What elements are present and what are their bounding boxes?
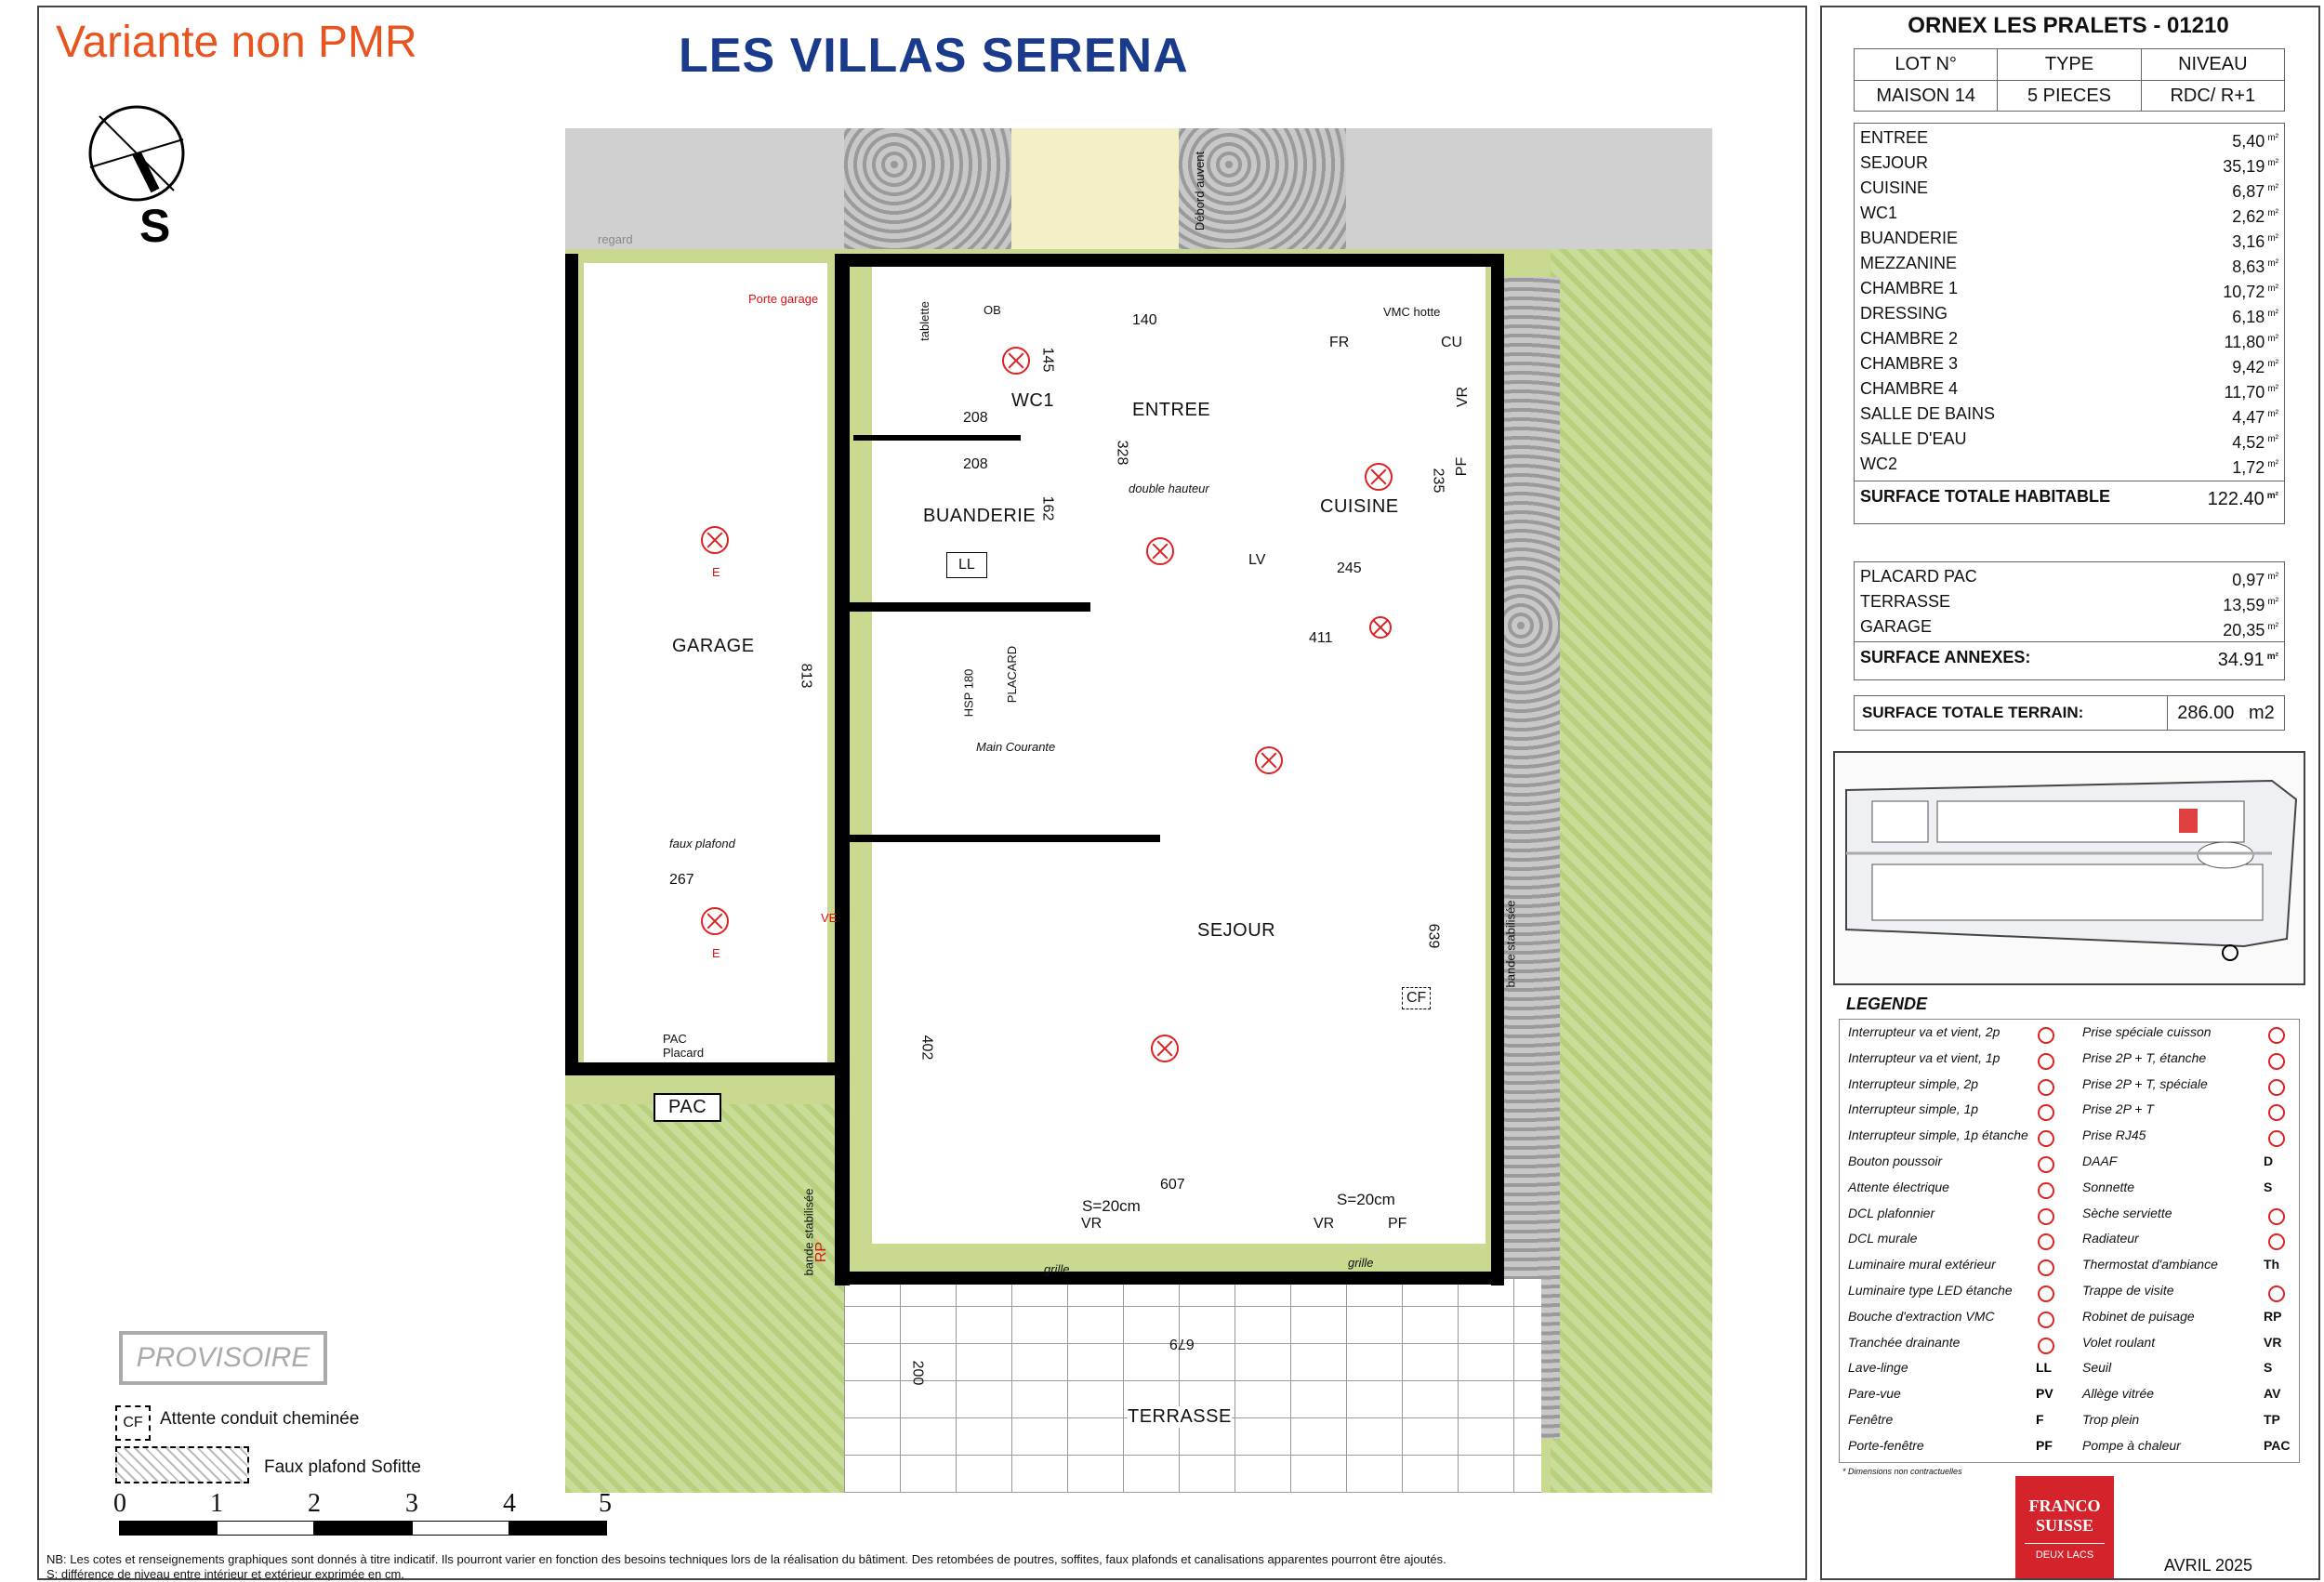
dim-813: 813 [798, 663, 814, 689]
label-hsp: HSP 180 [961, 668, 976, 718]
room-area-row: SEJOUR 35,19 $^{m^2}$ [1855, 151, 2284, 176]
legend-symbol-icon [2038, 1312, 2054, 1328]
dim-402: 402 [918, 1035, 935, 1061]
room-entree: ENTREE [1132, 400, 1211, 420]
room-name: SEJOUR [1860, 153, 1929, 172]
label-grille-1: grille [1044, 1262, 1070, 1276]
scale-label-0: 0 [113, 1489, 126, 1518]
legend-symbol: F [2036, 1412, 2044, 1427]
label-ll: LL [946, 552, 987, 578]
label-vr-3: VR [1455, 386, 1472, 408]
legend-item: Bouton poussoir [1848, 1154, 1943, 1168]
label-ve: VE [821, 911, 838, 925]
room-garage: GARAGE [672, 636, 755, 656]
label-vmc-hotte: VMC hotte [1383, 305, 1441, 319]
legend-item: Luminaire type LED étanche [1848, 1283, 2013, 1298]
dim-679: 679 [1169, 1336, 1195, 1351]
annex-area: 20,35 [2223, 621, 2265, 639]
dim-200: 200 [909, 1360, 926, 1386]
dim-162: 162 [1039, 495, 1056, 521]
label-bande-stabilisee-2: bande stabilisée [801, 1188, 816, 1276]
total-habitable-label: SURFACE TOTALE HABITABLE [1860, 487, 2110, 506]
site-plan-icon [1835, 753, 2300, 980]
legend-symbol: LL [2036, 1360, 2053, 1376]
legend-symbol: Th [2264, 1257, 2280, 1272]
legend-symbol-icon [2038, 1079, 2054, 1096]
label-pf-2: PF [1454, 456, 1471, 477]
legend-symbol: PAC [2264, 1437, 2291, 1453]
room-area-row: CHAMBRE 1 10,72 $^{m^2}$ [1855, 276, 2284, 301]
legend-item: Interrupteur simple, 1p étanche [1848, 1127, 2028, 1143]
scale-label-3: 3 [405, 1489, 418, 1518]
dim-267: 267 [669, 872, 694, 888]
variant-label: Variante non PMR [56, 18, 417, 67]
label-main-courante: Main Courante [976, 740, 1056, 754]
label-grille-2: grille [1348, 1256, 1374, 1270]
annex-name: TERRASSE [1860, 592, 1951, 611]
room-name: MEZZANINE [1860, 254, 1958, 272]
room-terrasse: TERRASSE [1128, 1406, 1232, 1427]
attente-legend-label: Attente conduit cheminée [160, 1409, 360, 1429]
room-name: SALLE DE BAINS [1860, 404, 1996, 423]
room-sejour: SEJOUR [1197, 920, 1276, 941]
room-area-row: DRESSING 6,18 $^{m^2}$ [1855, 301, 2284, 326]
label-lv: LV [1248, 552, 1266, 568]
legend-item: DCL murale [1848, 1231, 1918, 1246]
legend-item: Allège vitrée [2082, 1386, 2155, 1402]
legend-item: Prise 2P + T, étanche [2082, 1049, 2207, 1065]
legend-symbol-icon [2038, 1156, 2054, 1173]
scale-label-4: 4 [503, 1489, 516, 1518]
legend-symbol-icon [2038, 1182, 2054, 1199]
room-area: 8,63 [2232, 257, 2265, 276]
label-placard: PLACARD [1005, 645, 1020, 704]
room-cuisine: CUISINE [1320, 496, 1399, 517]
label-vr-1: VR [1081, 1216, 1103, 1232]
room-area: 4,52 [2232, 433, 2265, 452]
site-map [1833, 751, 2305, 985]
label-ob: OB [984, 303, 1001, 317]
note-s: S: différence de niveau entre intérieur et extérieur exprimée en cm. [46, 1567, 404, 1581]
faux-plafond-legend-label: Faux plafond Sofitte [264, 1457, 421, 1477]
room-name: CHAMBRE 4 [1860, 379, 1959, 398]
lot-value: MAISON 14 [1855, 81, 1998, 112]
legend-symbol: S [2264, 1360, 2273, 1376]
legend-symbol-icon [2038, 1053, 2054, 1070]
legend-symbol-icon [2038, 1338, 2054, 1354]
legend-symbol: AV [2264, 1386, 2281, 1402]
type-value: 5 PIECES [1998, 81, 2141, 112]
room-area-row: BUANDERIE 3,16 $^{m^2}$ [1855, 226, 2284, 251]
label-tablette: tablette [917, 301, 931, 341]
room-name: DRESSING [1860, 304, 1948, 323]
label-pf-1: PF [1388, 1216, 1407, 1232]
legend-item: Sonnette [2082, 1179, 2135, 1194]
room-name: CUISINE [1860, 178, 1929, 197]
room-buanderie: BUANDERIE [923, 506, 1037, 526]
room-area: 9,42 [2232, 358, 2265, 376]
annex-area-row: TERRASSE 13,59 $^{m^2}$ [1855, 589, 2284, 614]
dim-411: 411 [1309, 630, 1333, 646]
terrain-label: SURFACE TOTALE TERRAIN: [1855, 696, 2168, 730]
legend-title: LEGENDE [1846, 995, 1928, 1013]
legend-symbol-icon [2038, 1027, 2054, 1044]
room-area: 10,72 [2223, 283, 2265, 301]
label-vr-2: VR [1314, 1216, 1335, 1232]
legend-item: Trappe de visite [2082, 1283, 2174, 1298]
room-area: 5,40 [2232, 132, 2265, 151]
legend-symbol: VR [2264, 1334, 2282, 1350]
location-title: ORNEX LES PRALETS - 01210 [1908, 13, 2229, 38]
room-area: 4,47 [2232, 408, 2265, 427]
legend-item: Interrupteur va et vient, 1p [1848, 1049, 2000, 1065]
dim-145: 145 [1039, 347, 1056, 373]
terrain-unit: m2 [2248, 703, 2275, 723]
cf-legend-box: CF [115, 1405, 151, 1441]
legend-item: Robinet de puisage [2082, 1308, 2195, 1324]
lot-table [1854, 48, 2285, 112]
room-pac: PAC [654, 1093, 721, 1122]
date-label: AVRIL 2025 [2164, 1556, 2253, 1575]
legend-item: Trop plein [2082, 1412, 2140, 1427]
room-area: 1,72 [2232, 458, 2265, 477]
room-name: WC2 [1860, 455, 1897, 473]
legend-item: Attente électrique [1848, 1179, 1949, 1194]
legend-item: DCL plafonnier [1848, 1205, 1935, 1220]
lot-header: LOT N° [1855, 49, 1998, 80]
room-area-row: SALLE D'EAU 4,52 $^{m^2}$ [1855, 427, 2284, 452]
label-e-1: E [712, 565, 720, 579]
scale-label-1: 1 [210, 1489, 223, 1518]
note-nb: NB: Les cotes et renseignements graphiques sont donnés à titre indicatif. Ils pourront varier en fonction des besoins techniques lors de la réalisation du bâtiment. Des retombées de poutres, soffites, faux plafonds et canalisations apparentes pourront être ajoutés. [46, 1552, 1446, 1566]
label-faux-plafond: faux plafond [669, 837, 735, 850]
annexes-table: PLACARD PAC 0,97 $^{m^2}$ TERRASSE 13,59 $^{m^2}$ GARAGE 20,35 $^{m^2}$ SURFACE ANNEXES: 34.91 $^{m^2}$ [1854, 561, 2285, 680]
legend-item: Interrupteur simple, 2p [1848, 1075, 1979, 1091]
type-header: TYPE [1998, 49, 2141, 80]
legend-item: Interrupteur va et vient, 2p [1848, 1024, 2000, 1039]
legend-symbol: RP [2264, 1308, 2282, 1324]
label-rp: RP [813, 1241, 830, 1263]
annex-area-row: PLACARD PAC 0,97 $^{m^2}$ [1855, 564, 2284, 589]
scale-label-2: 2 [308, 1489, 321, 1518]
room-area-row: ENTREE 5,40 $^{m^2}$ [1855, 125, 2284, 151]
room-area: 2,62 [2232, 207, 2265, 226]
label-regard: regard [598, 232, 633, 246]
franco-suisse-logo: FRANCO SUISSE DEUX LACS [2015, 1476, 2114, 1578]
legend-item: Lave-linge [1848, 1360, 1908, 1376]
annex-name: GARAGE [1860, 617, 1933, 636]
room-name: CHAMBRE 2 [1860, 329, 1959, 348]
room-area: 11,80 [2224, 333, 2265, 351]
room-name: CHAMBRE 1 [1860, 279, 1959, 297]
scale-label-5: 5 [599, 1489, 612, 1518]
label-porte-garage: Porte garage [748, 292, 819, 306]
room-name: CHAMBRE 3 [1860, 354, 1959, 373]
legend-item: Porte-fenêtre [1848, 1437, 1924, 1453]
legend-item: Tranchée drainante [1848, 1334, 1961, 1350]
legend-item: Volet roulant [2082, 1334, 2156, 1350]
total-annexes-value: 34.91 [2217, 650, 2265, 670]
legend-symbol-icon [2268, 1053, 2285, 1070]
legend-item: Sèche serviette [2082, 1205, 2172, 1220]
legend-symbol: PV [2036, 1386, 2053, 1402]
room-area-row: CUISINE 6,87 $^{m^2}$ [1855, 176, 2284, 201]
legend-symbol-icon [2038, 1208, 2054, 1225]
dim-208b: 208 [963, 456, 988, 472]
legend-symbol-icon [2268, 1208, 2285, 1225]
room-area: 3,16 [2232, 232, 2265, 251]
legend-item: Pompe à chaleur [2082, 1437, 2181, 1453]
dim-235: 235 [1430, 468, 1446, 494]
room-area: 35,19 [2223, 157, 2265, 176]
legend-item: Seuil [2082, 1360, 2112, 1376]
legend-item: Pare-vue [1848, 1386, 1901, 1402]
room-area-row: CHAMBRE 4 11,70 $^{m^2}$ [1855, 376, 2284, 402]
legend-item: Prise RJ45 [2082, 1127, 2146, 1143]
legend-symbol: S [2264, 1179, 2273, 1194]
room-name: WC1 [1860, 204, 1897, 222]
legend-item: Interrupteur simple, 1p [1848, 1101, 1979, 1117]
legend-symbol: TP [2264, 1412, 2280, 1427]
niveau-header: NIVEAU [2178, 54, 2248, 74]
label-fr: FR [1329, 335, 1350, 350]
room-areas-table: ENTREE 5,40 $^{m^2}$ SEJOUR 35,19 $^{m^2}$ CUISINE 6,87 $^{m^2}$ WC1 2,62 $^{m^2}$ BUANDERIE 3,16 $^{m^2}$ MEZZANINE 8,63 $^{m^2}$ CHAMBRE 1 10,72 $^{m^2}$ DRESSING 6,18 $^{m^2}$ CHAMBRE 2 11,80 $^{m^2}$ CHAMBRE 3 9,42 $^{m^2}$ CHAMBRE 4 11,70 $^{m^2}$ SALLE DE BAINS 4,47 $^{m^2}$ SALLE D'EAU 4,52 $^{m^2}$ WC2 1,72 $^{m^2}$ SURFACE TOTALE HABITABLE 122.40 $^{m^2}$ [1854, 123, 2285, 524]
legend-item: Bouche d'extraction VMC [1848, 1308, 1995, 1324]
annex-area-row: GARAGE 20,35 $^{m^2}$ [1855, 614, 2284, 639]
dim-607: 607 [1160, 1177, 1185, 1193]
legend-item: Thermostat d'ambiance [2082, 1257, 2218, 1272]
legend-item: Fenêtre [1848, 1412, 1894, 1427]
drawing-frame [37, 6, 1807, 1580]
room-area-row: CHAMBRE 3 9,42 $^{m^2}$ [1855, 351, 2284, 376]
legend-symbol: PF [2036, 1437, 2053, 1453]
label-s20-2: S=20cm [1337, 1191, 1395, 1208]
legend-symbol-icon [2038, 1285, 2054, 1302]
label-bande-stabilisee-1: bande stabilisée [1503, 900, 1518, 988]
legend-symbol-icon [2268, 1027, 2285, 1044]
dim-245: 245 [1337, 560, 1362, 576]
label-cf: CF [1402, 987, 1431, 1009]
legend-item: DAAF [2082, 1154, 2118, 1168]
room-area-row: WC1 2,62 $^{m^2}$ [1855, 201, 2284, 226]
terrain-table [1854, 695, 2285, 731]
label-e-2: E [712, 946, 720, 960]
room-area: 11,70 [2224, 383, 2265, 402]
legend-item: Prise spéciale cuisson [2082, 1024, 2212, 1039]
room-name: SALLE D'EAU [1860, 429, 1967, 448]
legend-item: Prise 2P + T, spéciale [2082, 1075, 2208, 1091]
legend-item: Prise 2P + T [2082, 1101, 2154, 1117]
niveau-value: RDC/ R+1 [2170, 86, 2256, 106]
legend-item: Luminaire mural extérieur [1848, 1257, 1996, 1272]
label-debord-auvent: Débord auvent [1193, 151, 1208, 231]
label-pac-placard: PAC Placard [663, 1032, 705, 1060]
total-annexes-label: SURFACE ANNEXES: [1860, 648, 2031, 666]
room-area-row: MEZZANINE 8,63 $^{m^2}$ [1855, 251, 2284, 276]
provisoire-stamp: PROVISOIRE [119, 1331, 327, 1385]
dim-208a: 208 [963, 410, 988, 426]
project-title: LES VILLAS SERENA [679, 29, 1189, 83]
dim-639: 639 [1425, 923, 1442, 949]
dim-328: 328 [1114, 440, 1130, 466]
room-area: 6,87 [2232, 182, 2265, 201]
legend-symbol: D [2264, 1154, 2274, 1168]
dimensions-note: * Dimensions non contractuelles [1842, 1467, 1962, 1476]
terrain-value: 286.00 [2177, 703, 2235, 723]
label-double-hauteur: double hauteur [1129, 481, 1209, 495]
annex-area: 0,97 [2232, 571, 2265, 589]
legend-symbol-icon [2268, 1079, 2285, 1096]
room-area: 6,18 [2232, 308, 2265, 326]
svg-text:S: S [139, 200, 171, 251]
legend-symbol-icon [2268, 1285, 2285, 1302]
room-name: BUANDERIE [1860, 229, 1959, 247]
room-wc1: WC1 [1011, 390, 1054, 411]
legend-item: Radiateur [2082, 1231, 2139, 1246]
room-area-row: WC2 1,72 $^{m^2}$ [1855, 452, 2284, 477]
label-cu: CU [1441, 335, 1463, 350]
room-area-row: SALLE DE BAINS 4,47 $^{m^2}$ [1855, 402, 2284, 427]
annex-area: 13,59 [2223, 596, 2265, 614]
dim-140: 140 [1132, 312, 1157, 328]
label-s20-1: S=20cm [1082, 1197, 1141, 1215]
room-area-row: CHAMBRE 2 11,80 $^{m^2}$ [1855, 326, 2284, 351]
annex-name: PLACARD PAC [1860, 567, 1977, 586]
total-habitable-value: 122.40 [2207, 489, 2265, 509]
room-name: ENTREE [1860, 128, 1929, 147]
